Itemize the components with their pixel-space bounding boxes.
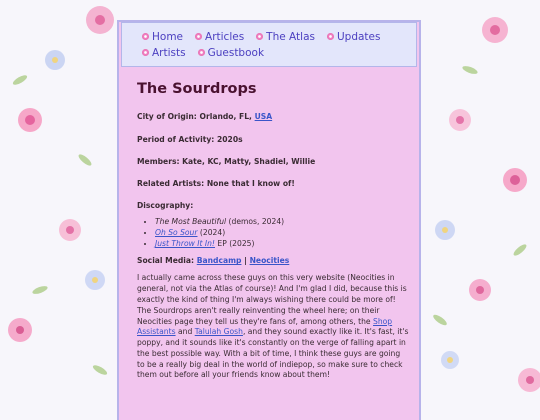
flower-icon	[469, 279, 491, 301]
members: Members: Kate, KC, Matty, Shadiel, Willie	[137, 156, 316, 166]
article-content	[119, 81, 419, 381]
flower-bullet-icon	[142, 49, 149, 56]
main-nav	[121, 22, 417, 67]
shop-assistants-link[interactable]: Shop Assistants	[137, 316, 393, 337]
content-panel	[117, 20, 421, 420]
nav-item-guestbook[interactable]: Guestbook	[198, 45, 264, 61]
flower-icon	[59, 219, 81, 241]
flower-icon	[482, 17, 508, 43]
nav-item-articles[interactable]: Articles	[195, 29, 244, 45]
related-artists: Related Artists: None that I know of!	[137, 178, 295, 188]
flower-bullet-icon	[256, 33, 263, 40]
nav-item-artists[interactable]: Artists	[142, 45, 186, 61]
article-paragraph: I actually came across these guys on this very website (Neocities in general, not via the Atlas of course)! And I'm glad I did, because this is exactly the kind of thing I'm always wishing there could be more of! The Sourdrops aren't really reinventing the wheel here; on their Neocities page they tell us they're fans of, among others, the Shop Assistants and Talulah Gosh, and they sound exactly like it. It's fast, it's poppy, and it sounds like it's constantly on the verge of falling apart in the best possible way. With a bit of time, I think these guys are going to be a really big deal in the world of indiepop, so make sure to check them out before all your friends know about them!	[137, 273, 409, 380]
neocities-link[interactable]: Neocities	[249, 256, 290, 266]
blue-flower-icon	[435, 220, 455, 240]
flower-icon	[503, 168, 527, 192]
nav-item-updates[interactable]: Updates	[327, 29, 381, 45]
city-of-origin: City of Origin: Orlando, FL, USA	[137, 112, 273, 122]
blue-flower-icon	[441, 351, 459, 369]
period-of-activity: Period of Activity: 2020s	[137, 134, 243, 144]
nav-item-home[interactable]: Home	[142, 29, 183, 45]
list-item: • The Most Beautiful (demos, 2024)	[155, 217, 419, 226]
page-title: The Sourdrops	[137, 81, 257, 97]
blue-flower-icon	[85, 270, 105, 290]
country-link[interactable]: USA	[254, 112, 273, 122]
album-link[interactable]: Oh So Sour	[155, 228, 198, 238]
flower-bullet-icon	[198, 49, 205, 56]
bandcamp-link[interactable]: Bandcamp	[196, 256, 242, 266]
flower-icon	[8, 318, 32, 342]
social-media: Social Media: Bandcamp | Neocities	[137, 256, 290, 266]
discography-label: Discography:	[137, 200, 194, 210]
list-item: • Oh So Sour (2024)	[155, 228, 419, 237]
discography-list	[137, 217, 419, 248]
flower-icon	[518, 368, 540, 392]
flower-icon	[86, 6, 114, 34]
flower-icon	[18, 108, 42, 132]
blue-flower-icon	[45, 50, 65, 70]
nav-item-atlas[interactable]: The Atlas	[256, 29, 315, 45]
talulah-gosh-link[interactable]: Talulah Gosh	[194, 327, 243, 337]
flower-bullet-icon	[327, 33, 334, 40]
flower-bullet-icon	[142, 33, 149, 40]
flower-icon	[449, 109, 471, 131]
ep-link[interactable]: Just Throw It In!	[155, 239, 215, 249]
list-item: • Just Throw It In! EP (2025)	[155, 239, 419, 248]
flower-bullet-icon	[195, 33, 202, 40]
